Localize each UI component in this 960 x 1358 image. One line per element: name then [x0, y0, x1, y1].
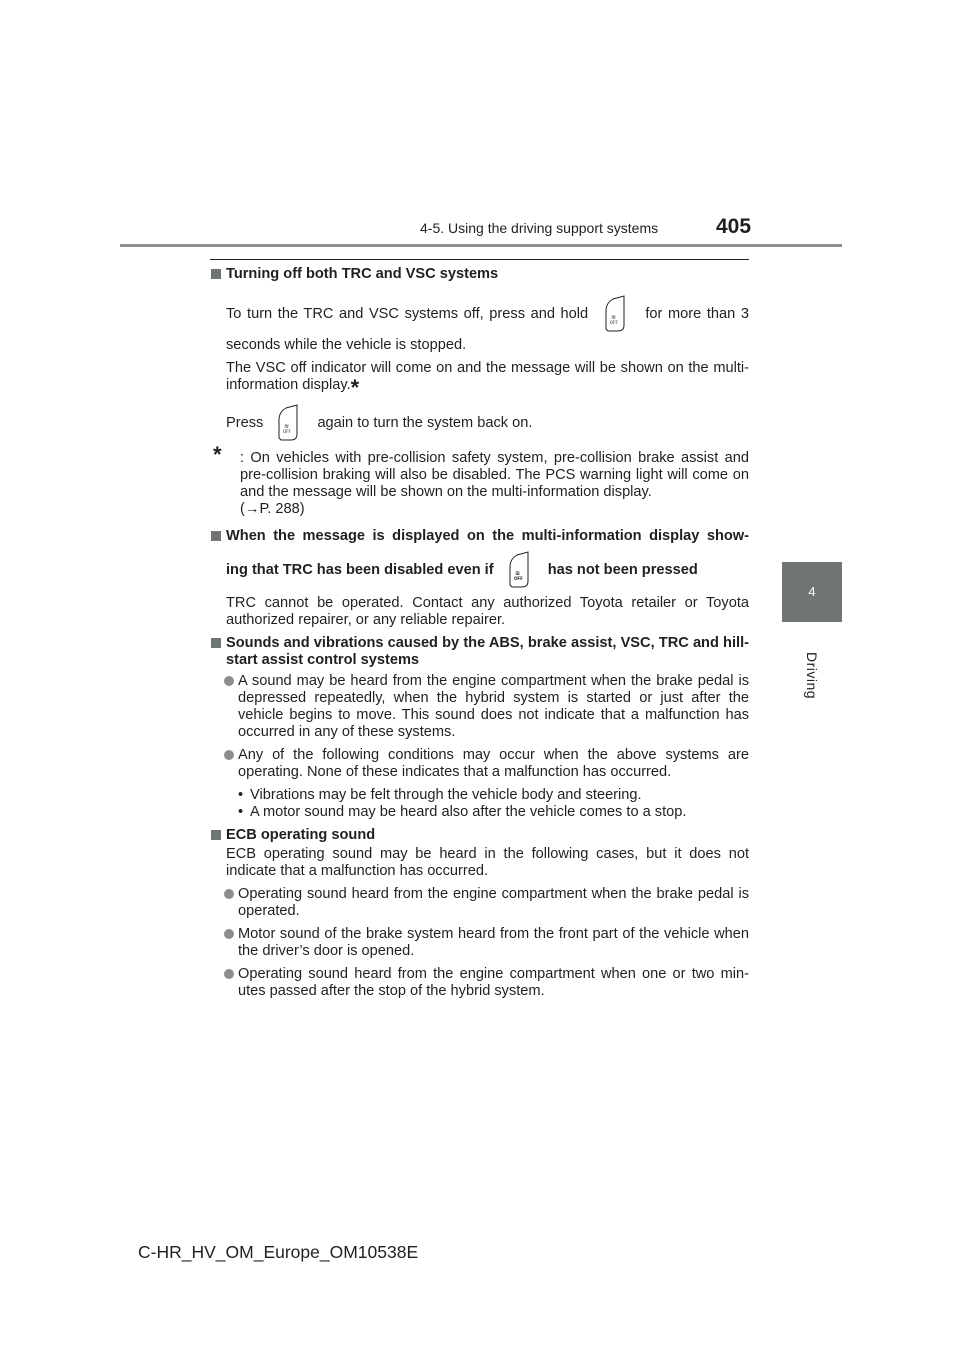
vsc-off-switch-icon — [604, 295, 626, 333]
square-bullet-icon — [211, 531, 221, 541]
page-number: 405 — [716, 215, 752, 238]
header-divider — [120, 244, 842, 247]
document-code: C-HR_HV_OM_Europe_OM10538E — [138, 1242, 419, 1262]
para-trc-cannot: TRC cannot be operated. Contact any authorized Toyota retailer or Toyota authorized repairer, or any reliable repairer. — [226, 595, 749, 628]
circle-bullet-icon — [224, 929, 234, 939]
sub-list-item: • A motor sound may be heard also after the vehicle comes to a stop. — [238, 804, 687, 820]
circle-bullet-icon — [224, 676, 234, 686]
para-press-again: Press ≋ OFF again to turn the system back on. — [210, 404, 749, 442]
list-item: A sound may be heard from the engine compartment when the brake pedal is depressed repeatedly, when the hybrid system is started or just after the vehicle begins to move. This sound does not indicate that a malfunction has occurred in any of these systems. — [210, 673, 749, 741]
square-bullet-icon — [211, 269, 221, 279]
svg-text:OFF: OFF — [609, 320, 618, 325]
list-item: Any of the following conditions may occur when the above systems are operating. None of these indicates that a malfunction has occurred. — [210, 747, 749, 781]
chapter-number: 4 — [808, 584, 816, 599]
list-item: Motor sound of the brake system heard from the front part of the vehicle when the driver’s door is opened. — [210, 926, 749, 960]
para-press-hold-cont: seconds while the vehicle is stopped. — [226, 337, 467, 353]
list-item: Operating sound heard from the engine compartment when the brake pedal is operated. — [210, 886, 749, 920]
heading-message-displayed-cont: ing that TRC has been disabled even if ≋ OFF has not been pressed — [210, 551, 749, 589]
heading-sounds-vibrations: Sounds and vibrations caused by the ABS, brake assist, VSC, TRC and hill-start assist control systems — [210, 635, 749, 669]
para-press-hold: To turn the TRC and VSC systems off, press and hold ≋ OFF for more than 3 — [210, 295, 749, 333]
heading-message-displayed: When the message is displayed on the multi-information display show- — [210, 528, 749, 545]
circle-bullet-icon — [224, 889, 234, 899]
vsc-off-switch-icon — [508, 551, 530, 589]
para-ecb: ECB operating sound may be heard in the following cases, but it does not indicate that a malfunction has occurred. — [226, 846, 749, 879]
vsc-off-switch-icon — [277, 404, 299, 442]
section-title: 4-5. Using the driving support systems — [420, 220, 659, 236]
svg-text:≋: ≋ — [284, 423, 290, 430]
circle-bullet-icon — [224, 750, 234, 760]
footnote: * : On vehicles with pre-collision safety system, pre-collision brake assist and pre-collision braking will also be disabled. The PCS warning light will come on and the message will be shown on the multi-information display. (→P. 288) — [213, 442, 749, 517]
heading-ecb-sound: ECB operating sound — [210, 827, 749, 844]
footnote-marker: * — [213, 442, 222, 467]
chapter-tab — [782, 562, 842, 622]
svg-text:OFF: OFF — [283, 429, 292, 434]
square-bullet-icon — [211, 638, 221, 648]
sub-list-item: • Vibrations may be felt through the vehicle body and steering. — [238, 787, 642, 803]
svg-text:≋: ≋ — [514, 570, 520, 577]
chapter-label: Driving — [804, 652, 820, 700]
square-bullet-icon — [211, 830, 221, 840]
circle-bullet-icon — [224, 969, 234, 979]
svg-text:≋: ≋ — [610, 314, 616, 321]
footnote-reference[interactable]: (→P. 288) — [240, 501, 305, 517]
heading-turning-off: Turning off both TRC and VSC systems — [210, 266, 749, 283]
para-indicator: The VSC off indicator will come on and the message will be shown on the multi-information display.* — [226, 360, 749, 400]
content-top-divider — [210, 259, 749, 260]
list-item: Operating sound heard from the engine compartment when one or two min-utes passed after the stop of the hybrid system. — [210, 966, 749, 1000]
svg-text:OFF: OFF — [513, 576, 523, 581]
page-content — [210, 266, 749, 1000]
